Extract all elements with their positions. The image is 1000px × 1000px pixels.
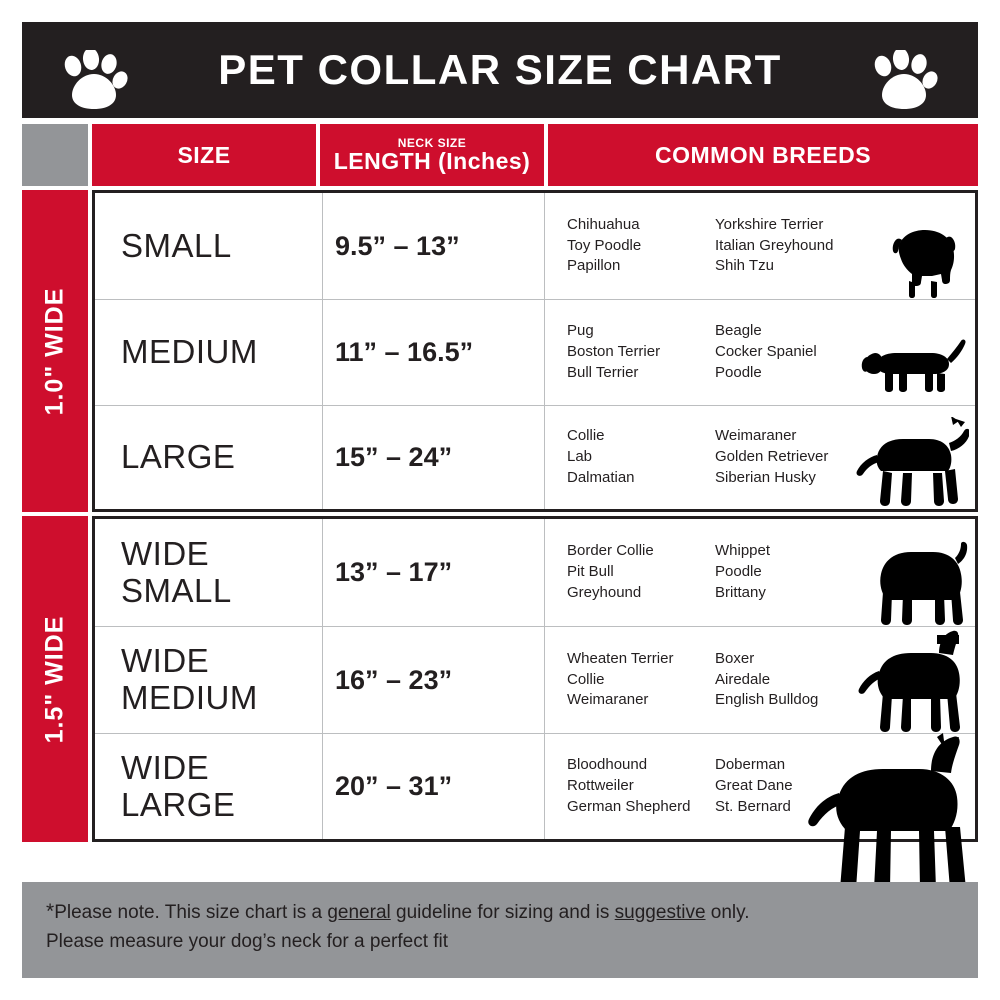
dachshund-silhouette-icon (859, 331, 969, 405)
breed-list-col1: Chihuahua Toy Poodle Papillon (567, 215, 642, 275)
breed-list-col1: Pug Boston Terrier Bull Terrier (567, 322, 661, 381)
asterisk: * (46, 900, 55, 923)
row-breeds (545, 406, 975, 509)
row-length: 11” – 16.5” (323, 300, 545, 405)
row-size: LARGE (95, 406, 323, 509)
row-breeds (545, 519, 975, 626)
group-label-1-0-wide: 1.0" WIDE (22, 190, 88, 512)
breed-list-col1: Wheaten Terrier Collie Weimaraner (567, 649, 674, 709)
breed-list-col2: Beagle Cocker Spaniel Poodle (715, 322, 817, 381)
row-length: 9.5” – 13” (323, 193, 545, 299)
row-breeds (545, 734, 975, 839)
paw-print-icon (870, 50, 940, 112)
row-size: WIDE MEDIUM (95, 627, 323, 733)
breed-list-col1: Bloodhound Rottweiler German Shepherd (567, 756, 691, 815)
table-row (95, 299, 975, 405)
table-row (95, 519, 975, 626)
row-length: 13” – 17” (323, 519, 545, 626)
group-label-1-5-wide: 1.5" WIDE (22, 516, 88, 842)
page-title: PET COLLAR SIZE CHART (218, 46, 782, 93)
table-row (95, 626, 975, 733)
breed-list-col1: Collie Lab Dalmatian (567, 427, 635, 486)
group-1-0-wide (22, 190, 978, 512)
column-header-size: SIZE (92, 124, 320, 186)
footer-line-1: *Please note. This size chart is a general guideline for sizing and is suggestive only. (46, 900, 750, 923)
group-1-5-wide (22, 516, 978, 842)
row-length: 15” – 24” (323, 406, 545, 509)
breed-list-col1: Border Collie Pit Bull Greyhound (567, 542, 654, 601)
breed-list-col2: Doberman Great Dane St. Bernard (715, 756, 793, 815)
row-breeds (545, 627, 975, 733)
pitbull-silhouette-icon (853, 629, 969, 733)
column-header-length: NECK SIZE LENGTH (Inches) (320, 124, 548, 186)
table-header-row (22, 124, 978, 186)
row-breeds (545, 300, 975, 405)
table-row (95, 193, 975, 299)
row-size: SMALL (95, 193, 323, 299)
pomeranian-silhouette-icon (879, 225, 969, 299)
husky-silhouette-icon (849, 417, 969, 509)
footer-line-2: Please measure your dog’s neck for a perfect fit (46, 930, 449, 952)
breed-list-col2: Whippet Poodle Brittany (715, 542, 771, 601)
size-table (22, 124, 978, 842)
table-row (95, 405, 975, 509)
row-length: 20” – 31” (323, 734, 545, 839)
row-size: MEDIUM (95, 300, 323, 405)
table-row (95, 733, 975, 839)
breed-list-col2: Yorkshire Terrier Italian Greyhound Shih Tzu (715, 215, 834, 275)
chart-header (22, 22, 978, 118)
breed-list-col2: Weimaraner Golden Retriever Siberian Husky (715, 427, 829, 486)
footer-note (22, 882, 978, 978)
column-header-breeds: COMMON BREEDS (548, 124, 978, 186)
row-breeds (545, 193, 975, 299)
breed-list-col2: Boxer Airedale English Bulldog (715, 649, 819, 709)
paw-print-icon (60, 50, 130, 112)
row-size: WIDE SMALL (95, 519, 323, 626)
row-size: WIDE LARGE (95, 734, 323, 839)
bulldog-silhouette-icon (859, 540, 969, 626)
corner-cell (22, 124, 88, 186)
row-length: 16” – 23” (323, 627, 545, 733)
